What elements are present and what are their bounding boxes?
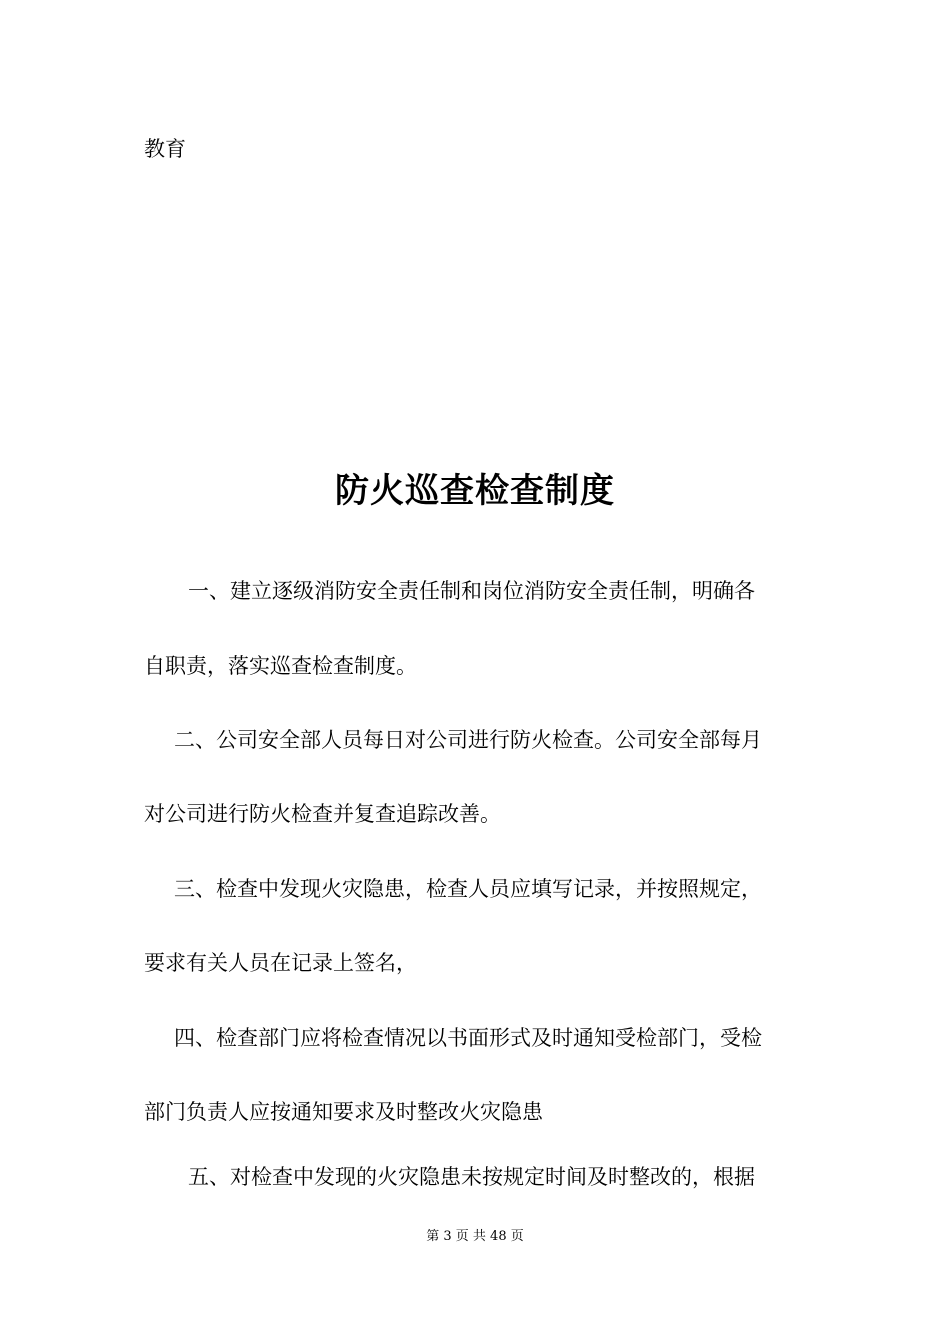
document-title: 防火巡查检查制度 [335,471,615,511]
carryover-text: 教育 [144,137,186,161]
paragraph-3-line-1: 三、检查中发现火灾隐患，检查人员应填写记录，并按照规定， [174,877,762,901]
paragraph-4-line-1: 四、检查部门应将检查情况以书面形式及时通知受检部门，受检 [174,1026,762,1050]
paragraph-3-line-2: 要求有关人员在记录上签名， [144,951,417,975]
paragraph-1-line-1: 一、建立逐级消防安全责任制和岗位消防安全责任制，明确各 [188,579,755,603]
paragraph-2-line-2: 对公司进行防火检查并复查追踪改善。 [144,802,501,826]
paragraph-2-line-1: 二、公司安全部人员每日对公司进行防火检查。公司安全部每月 [174,728,762,752]
paragraph-4-line-2: 部门负责人应按通知要求及时整改火灾隐患 [144,1100,543,1124]
page-footer: 第 3 页 共 48 页 [426,1229,524,1244]
paragraph-5-line-1: 五、对检查中发现的火灾隐患未按规定时间及时整改的，根据 [188,1165,755,1189]
paragraph-1-line-2: 自职责，落实巡查检查制度。 [144,654,417,678]
